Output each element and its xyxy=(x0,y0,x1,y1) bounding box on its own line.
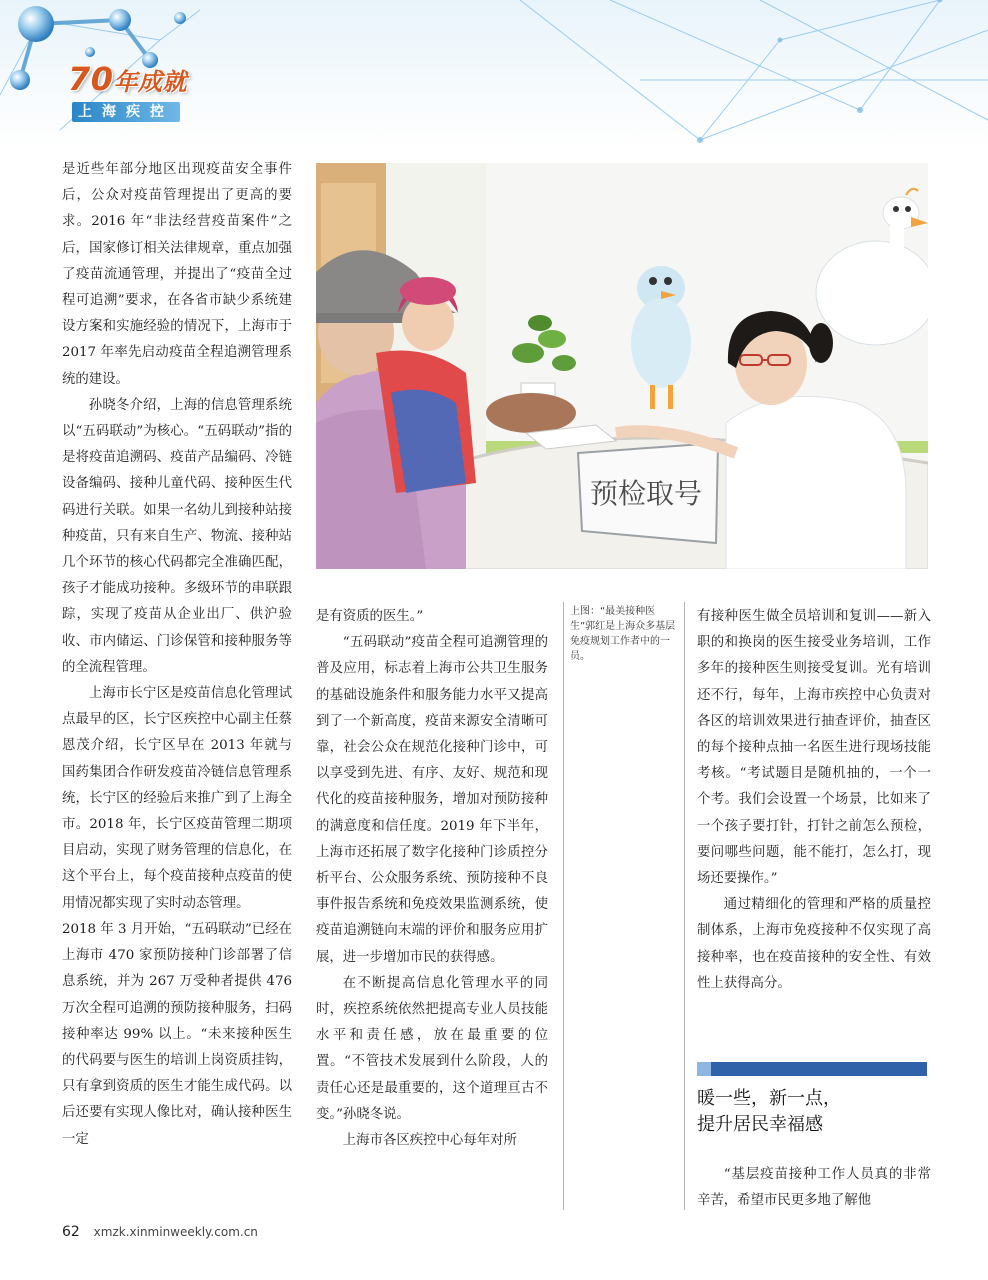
page-footer xyxy=(62,1224,258,1240)
paragraph: 通过精细化的管理和严格的质量控制体系，上海市免疫接种不仅实现了高接种率，也在疫苗接种的安全性、有效性上获得高分。 xyxy=(697,897,931,991)
article-column-3 xyxy=(697,604,931,997)
paragraph: 2018 年 3 月开始，“五码联动”已经在上海市 470 家预防接种门诊部署了信息系统，并为 267 万受种者提供 476 万次全程可追溯的预防接种服务，扫码接种率达 99% 以上。“未来接种医生的代码要与医生的培训上岗资质挂钩，只有拿到资质的医生才能生成代码。以后还要有实现人像比对，确认接种医生一定 xyxy=(62,921,292,1147)
badge-subtitle: 上海疾控 xyxy=(72,102,180,122)
website-url: xmzk.xinminweekly.com.cn xyxy=(93,1225,258,1239)
section-badge xyxy=(64,60,204,134)
section-heading-line-2: 提升居民幸福感 xyxy=(697,1114,823,1135)
paragraph: 是有资质的医生。” xyxy=(316,609,424,624)
page-number: 62 xyxy=(62,1224,80,1240)
photo-caption: 上图：“最美接种医生”郭红是上海众多基层免疫规划工作者中的一员。 xyxy=(570,606,676,662)
section-heading xyxy=(697,1086,927,1138)
article-column-3-continued xyxy=(697,1162,931,1214)
article-column-1 xyxy=(62,157,292,1153)
paragraph: 在不断提高信息化管理水平的同时，疾控系统依然把提高专业人员技能水平和责任感，放在最重要的位置。“不管技术发展到什么阶段，人的责任心还是最重要的，这个道理亘古不变。”孙晓冬说。 xyxy=(316,975,548,1122)
article-column-2 xyxy=(316,604,548,1154)
svg-text:预检取号: 预检取号 xyxy=(589,477,703,510)
vaccination-clinic-illustration xyxy=(316,163,928,569)
article-photo xyxy=(316,163,928,569)
paragraph: 有接种医生做全员培训和复训——新入职的和换岗的医生接受业务培训，工作多年的接种医生则接受复训。光有培训还不行，每年，上海市疾控中心负责对各区的培训效果进行抽查评价，抽查区的每个接种点抽一名医生进行现场技能考核。“考试题目是随机抽的，一个一个考。我们会设置一个场景，比如来了一个孩子要打针，打针之前怎么预检，要问哪些问题，能不能打，怎么打，现场还要操作。” xyxy=(697,609,931,887)
paragraph: “五码联动”疫苗全程可追溯管理的普及应用，标志着上海市公共卫生服务的基础设施条件和服务能力水平又提高到了一个新高度，疫苗来源安全清晰可靠，社会公众在规范化接种门诊中，可以享受到先进、有序、友好、规范和现代化的疫苗接种服务，增加对预防接种的满意度和信任度。2019 年下半年，上海市还拓展了数字化接种门诊质控分析平台、公众服务系统、预防接种不良事件报告系统和免疫效果监测系统，使疫苗追溯链向末端的评价和服务应用扩展，进一步增加市民的获得感。 xyxy=(316,635,548,965)
section-heading-line-1: 暖一些，新一点， xyxy=(697,1088,841,1109)
paragraph: 孙晓冬介绍，上海的信息管理系统以“五码联动”为核心。“五码联动”指的是将疫苗追溯码、疫苗产品编码、冷链设备编码、接种儿童代码、接种医生代码进行关联。如果一名幼儿到接种站接种疫苗，只有来自生产、物流、接种站几个环节的核心代码都完全准确匹配，孩子才能成功接种。多级环节的串联跟踪，实现了疫苗从企业出厂、供沪验收、市内储运、门诊保管和接种服务等的全流程管理。 xyxy=(62,397,292,675)
caption-divider-left xyxy=(563,602,564,1210)
paragraph: 是近些年部分地区出现疫苗安全事件后，公众对疫苗管理提出了更高的要求。2016 年“非法经营疫苗案件”之后，国家修订相关法律规章，重点加强了疫苗流通管理，并提出了“疫苗全过程可追溯”要求，在各省市缺少系统建设方案和实施经验的情况下，上海市于 2017 年率先启动疫苗全程追溯管理系统的建设。 xyxy=(62,162,292,387)
counter-sign xyxy=(578,443,718,543)
paragraph: “基层疫苗接种工作人员真的非常辛苦，希望市民更多地了解他 xyxy=(697,1167,931,1209)
caption-divider-right xyxy=(684,602,685,1210)
section-heading-bar xyxy=(697,1062,927,1076)
paragraph: 上海市各区疾控中心每年对所 xyxy=(342,1133,517,1149)
paragraph: 上海市长宁区是疫苗信息化管理试点最早的区，长宁区疾控中心副主任蔡恩茂介绍，长宁区早在 2013 年就与国药集团合作研发疫苗冷链信息管理系统，长宁区的经验后来推广到了上海全市。2018 年，长宁区疫苗管理二期项目启动，实现了财务管理的信息化，在这个平台上，每个疫苗接种点疫苗的使用情况都实现了实时动态管理。 xyxy=(62,686,292,911)
badge-title: 70年成就 xyxy=(68,60,188,98)
